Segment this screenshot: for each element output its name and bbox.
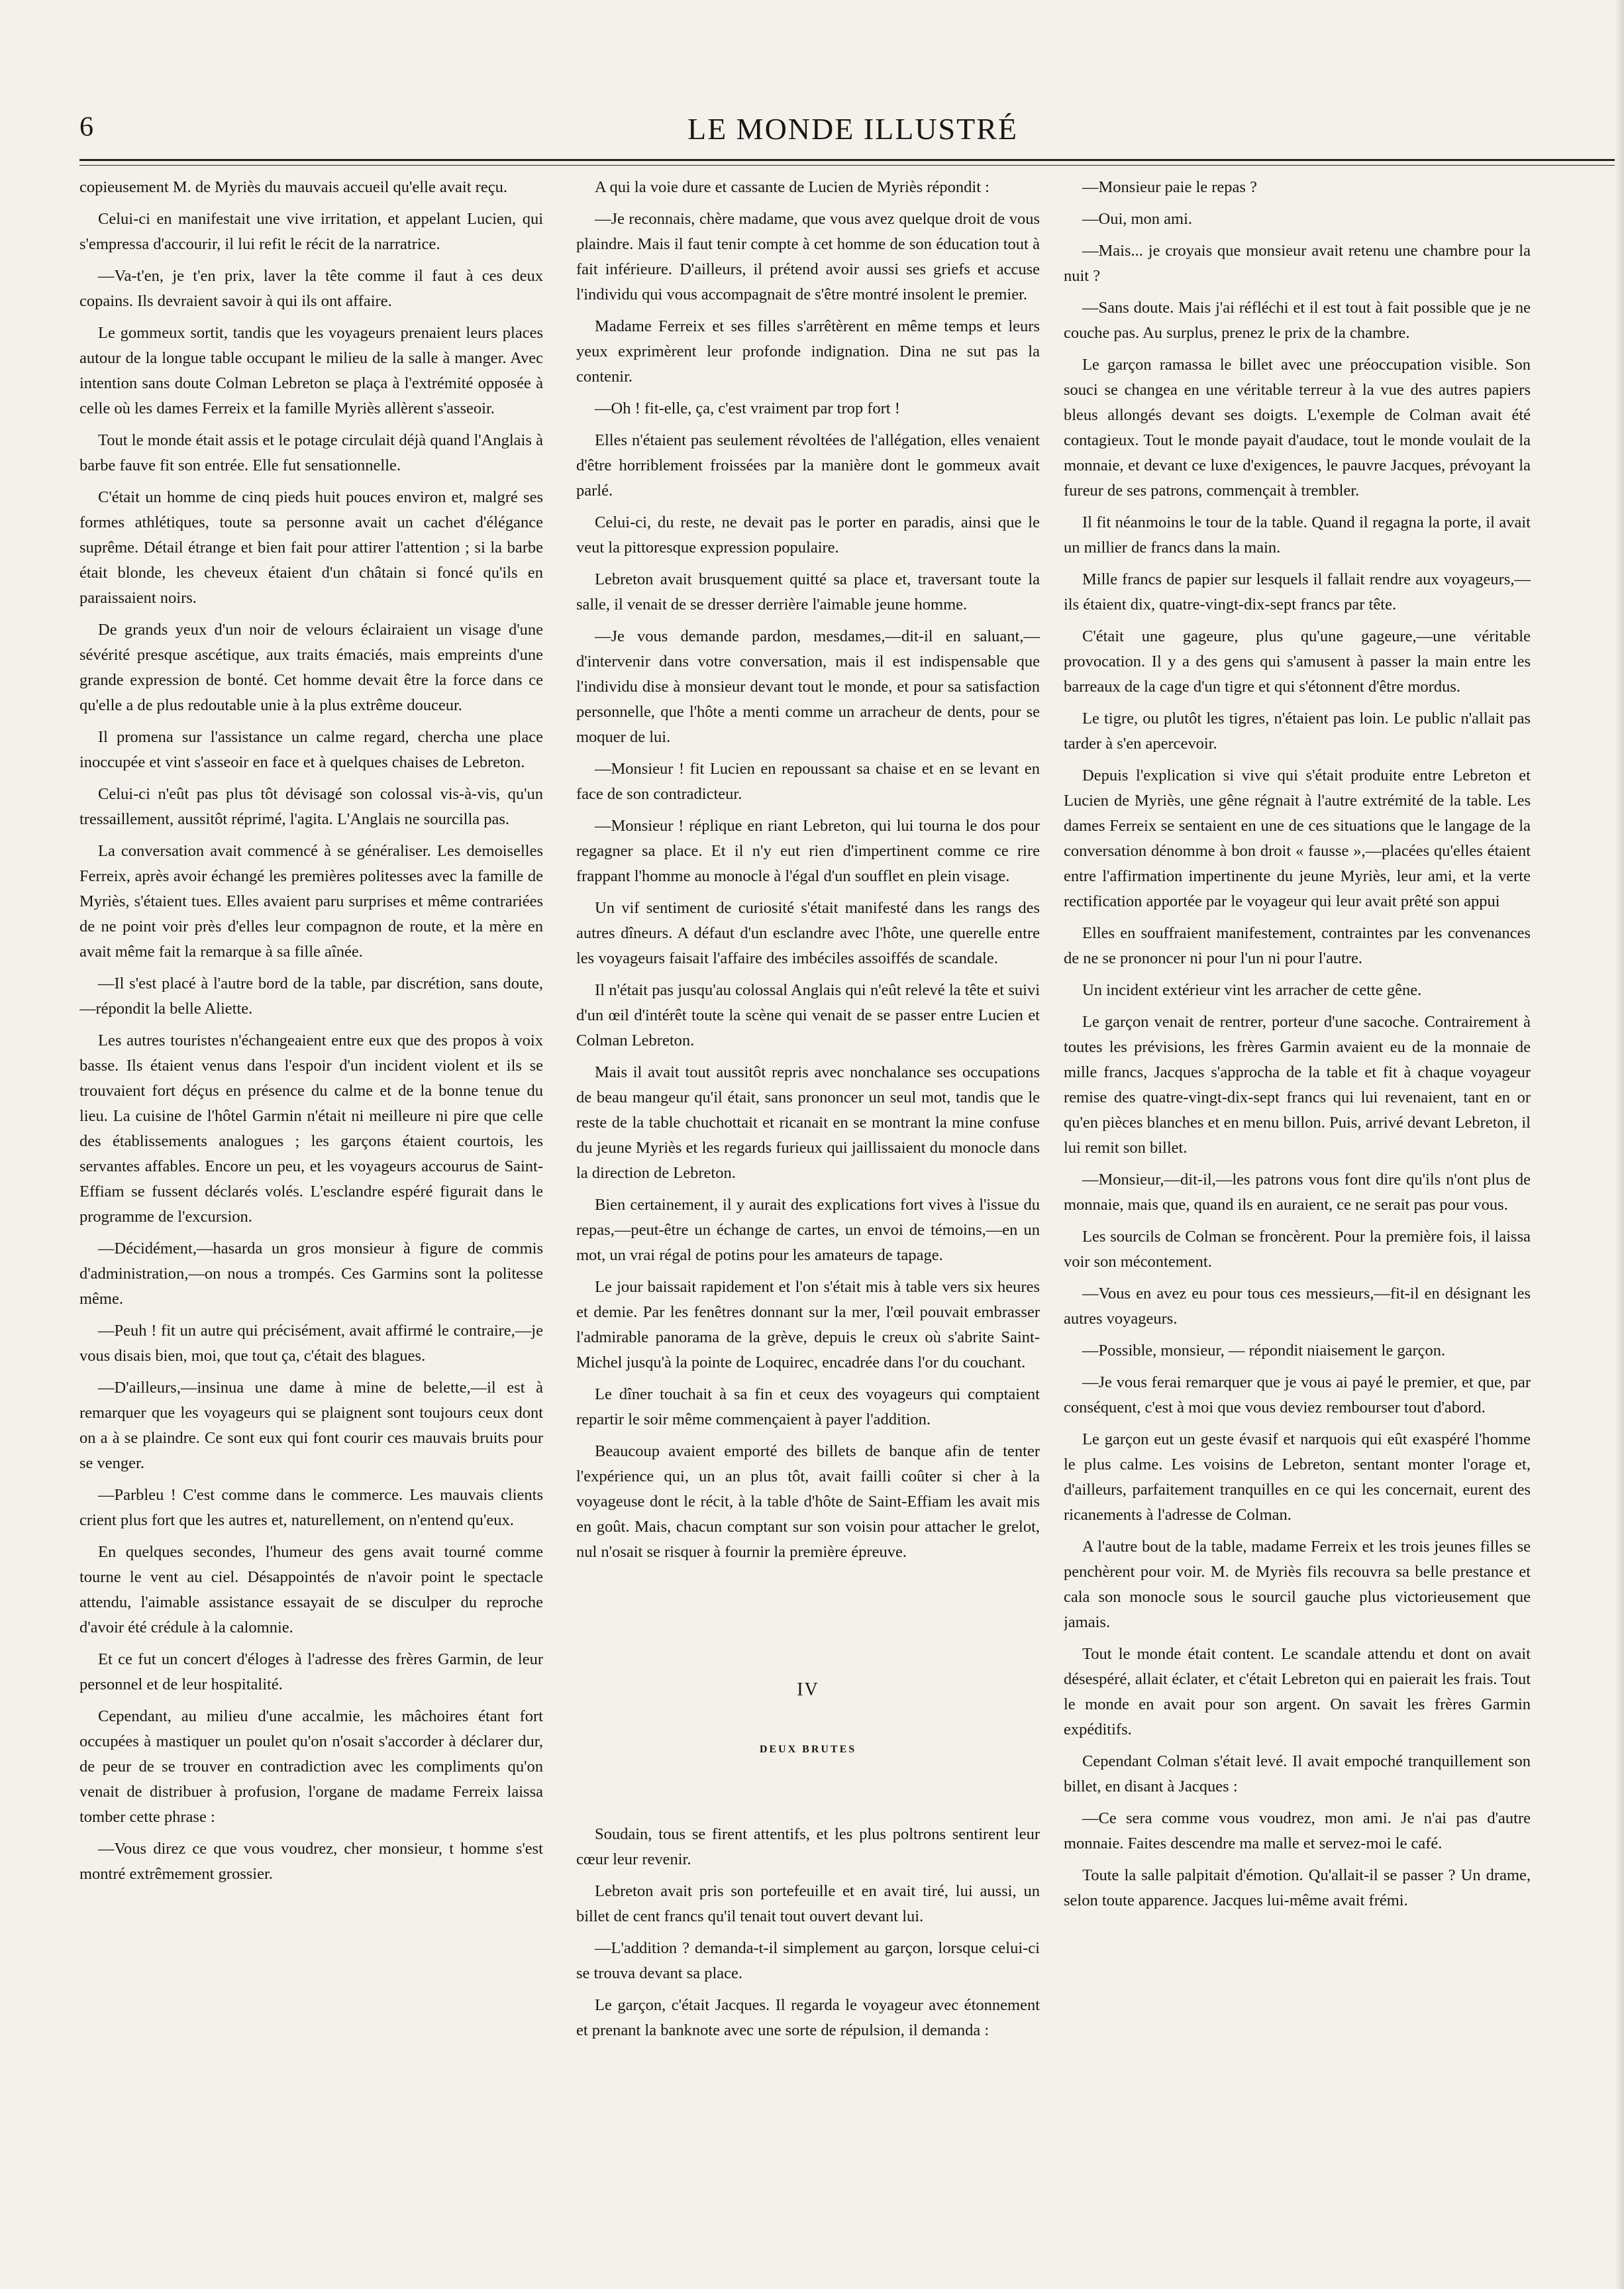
paragraph: —Je reconnais, chère madame, que vous avez quelque droit de vous plaindre. Mais il faut tenir compte à cet homme de son éducation tout à fait inférieure. D'ailleurs, il prétend avoir aussi ses griefs et accuse l'individu qui vous accompagnait de s'être montré insolent le premier.	[576, 210, 1040, 303]
masthead-title: LE MONDE ILLUSTRÉ	[687, 112, 1019, 146]
paragraph: A qui la voie dure et cassante de Lucien de Myriès répondit :	[595, 178, 990, 196]
paragraph: —Vous direz ce que vous voudrez, cher monsieur, t homme s'est montré extrêmement grossier.	[79, 1840, 543, 1883]
paragraph: Les sourcils de Colman se froncèrent. Pour la première fois, il laissa voir son mécontement.	[1064, 1228, 1531, 1271]
column-1	[79, 175, 543, 2262]
paragraph: Bien certainement, il y aurait des explications fort vives à l'issue du repas,—peut-être un échange de cartes, un envoi de témoins,—en un mot, un vrai régal de potins pour les amateurs de tapage.	[576, 1196, 1040, 1264]
paragraph: Le tigre, ou plutôt les tigres, n'étaient pas loin. Le public n'allait pas tarder à s'en apercevoir.	[1064, 710, 1531, 753]
paragraph: Et ce fut un concert d'éloges à l'adresse des frères Garmin, de leur personnel et de leur hospitalité.	[79, 1650, 543, 1693]
paragraph: —Monsieur ! réplique en riant Lebreton, qui lui tourna le dos pour regagner sa place. Et il n'y eut rien d'impertinent comme ce rire frappant l'homme au monocle à l'égal d'un soufflet en plein visage.	[576, 817, 1040, 885]
paragraph: C'était un homme de cinq pieds huit pouces environ et, malgré ses formes athlétiques, toute sa personne avait un cachet d'élégance suprême. Détail étrange et bien fait pour attirer l'attention ; si la barbe était blonde, les cheveux étaient d'un châtain si foncé qu'ils en paraissaient noirs.	[79, 488, 543, 607]
page-number: 6	[79, 112, 93, 142]
paragraph: —Sans doute. Mais j'ai réfléchi et il est tout à fait possible que je ne couche pas. Au surplus, prenez le prix de la chambre.	[1064, 299, 1531, 342]
paragraph: —Vous en avez eu pour tous ces messieurs,—fit-il en désignant les autres voyageurs.	[1064, 1285, 1531, 1328]
paragraph: —Va-t'en, je t'en prix, laver la tête comme il faut à ces deux copains. Ils devraient savoir à qui ils ont affaire.	[79, 267, 543, 310]
paragraph: Un incident extérieur vint les arracher de cette gêne.	[1082, 981, 1422, 999]
page-header	[79, 111, 1624, 162]
column-2-text-top	[576, 175, 1040, 1565]
paragraph: —Oui, mon ami.	[1082, 210, 1193, 228]
paragraph: Toute la salle palpitait d'émotion. Qu'allait-il se passer ? Un drame, selon toute apparence. Jacques lui-même avait frémi.	[1064, 1866, 1531, 1909]
paragraph: Elles en souffraient manifestement, contraintes par les convenances de ne se prononcer ni pour l'un ni pour l'autre.	[1064, 924, 1531, 967]
paragraph: —Mais... je croyais que monsieur avait retenu une chambre pour la nuit ?	[1064, 242, 1531, 285]
paragraph: Celui-ci en manifestait une vive irritation, et appelant Lucien, qui s'empressa d'accourir, il lui refit le récit de la narratrice.	[79, 210, 543, 253]
paragraph: Le gommeux sortit, tandis que les voyageurs prenaient leurs places autour de la longue table occupant le milieu de la salle à manger. Avec intention sans doute Colman Lebreton se plaça à l'extrémité opposée à celle où les dames Ferreix et la famille Myriès allèrent s'asseoir.	[79, 324, 543, 417]
paragraph: Le garçon eut un geste évasif et narquois qui eût exaspéré l'homme le plus calme. Les voisins de Lebreton, sentant monter l'orage et, d'ailleurs, parfaitement tranquilles en ce qui les concernait, eurent des ricanements à l'adresse de Colman.	[1064, 1430, 1531, 1524]
paragraph: —Peuh ! fit un autre qui précisément, avait affirmé le contraire,—je vous disais bien, moi, que tout ça, c'était des blagues.	[79, 1322, 543, 1365]
column-2	[576, 175, 1040, 2262]
chapter-number: IV	[797, 1679, 819, 1700]
paragraph: Tout le monde était content. Le scandale attendu et dont on avait désespéré, allait éclater, et c'était Lebreton qui en paierait les frais. Tout le monde en avait pour son argent. On savait les frères Garmin expéditifs.	[1064, 1645, 1531, 1738]
paragraph: Celui-ci n'eût pas plus tôt dévisagé son colossal vis-à-vis, qu'un tressaillement, aussitôt réprimé, l'agita. L'Anglais ne sourcilla pas.	[79, 785, 543, 828]
paragraph: Celui-ci, du reste, ne devait pas le porter en paradis, ainsi que le veut la pittoresque expression populaire.	[576, 513, 1040, 557]
paragraph: La conversation avait commencé à se généraliser. Les demoiselles Ferreix, après avoir échangé les premières politesses avec la famille de Myriès, s'étaient tues. Elles avaient paru surprises et même contrariées de ne point voir près d'elles leur compagnon de route, et la mère en avait même fait la remarque à sa fille aînée.	[79, 842, 543, 961]
paragraph: Le garçon ramassa le billet avec une préoccupation visible. Son souci se changea en une véritable terreur à la vue des autres papiers bleus allongés devant ses doigts. L'exemple de Colman avait été contagieux. Tout le monde payait d'audace, tout le monde voulait de la monnaie, et devant ce luxe d'exigences, le pauvre Jacques, prévoyant la fureur de ses patrons, commençait à trembler.	[1064, 356, 1531, 500]
paragraph: Beaucoup avaient emporté des billets de banque afin de tenter l'expérience qui, un an plus tôt, avait failli coûter si cher à la voyageuse dont le récit, à la table d'hôte de Saint-Effiam les avait mis en goût. Mais, chacun comptant sur son voisin pour attacher le grelot, nul n'osait se risquer à fournir la première épreuve.	[576, 1442, 1040, 1561]
paragraph: C'était une gageure, plus qu'une gageure,—une véritable provocation. Il y a des gens qui s'amusent à passer la main entre les barreaux de la cage d'un tigre et qui s'étonnent d'être mordus.	[1064, 627, 1531, 696]
paragraph: Le jour baissait rapidement et l'on s'était mis à table vers six heures et demie. Par les fenêtres donnant sur la mer, l'œil pouvait embrasser l'admirable panorama de la grève, depuis le creux où s'abrite Saint-Michel jusqu'à la pointe de Loquirec, encadrée dans l'or du couchant.	[576, 1278, 1040, 1371]
paragraph: Tout le monde était assis et le potage circulait déjà quand l'Anglais à barbe fauve fit son entrée. Elle fut sensationnelle.	[79, 431, 543, 474]
paragraph: Elles n'étaient pas seulement révoltées de l'allégation, elles venaient d'être horriblement froissées par la manière dont le gommeux avait parlé.	[576, 431, 1040, 500]
column-3	[1064, 175, 1531, 2262]
paragraph: —Je vous demande pardon, mesdames,—dit-il en saluant,—d'intervenir dans votre conversation, mais il est indispensable que l'individu dise à monsieur devant tout le monde, et pour sa satisfaction personnelle, que l'hôte a menti comme un arracheur de dents, pour se moquer de lui.	[576, 627, 1040, 746]
paragraph: —D'ailleurs,—insinua une dame à mine de belette,—il est à remarquer que les voyageurs qui se plaignent sont toujours ceux dont on a à se plaindre. Ce sont eux qui font courir ces mauvais bruits pour se venger.	[79, 1379, 543, 1472]
paragraph: Il n'était pas jusqu'au colossal Anglais qui n'eût relevé la tête et suivi d'un œil d'intérêt toute la scène qui venait de se passer entre Lucien et Colman Lebreton.	[576, 981, 1040, 1049]
header-rule-thick	[79, 159, 1624, 161]
paragraph: De grands yeux d'un noir de velours éclairaient un visage d'une sévérité presque ascétique, aux traits émaciés, mais empreints d'une grande expression de bonté. Cet homme devait être la force dans ce qu'elle a de plus redoutable unie à la plus extrême douceur.	[79, 621, 543, 714]
paragraph: Cependant Colman s'était levé. Il avait empoché tranquillement son billet, en disant à Jacques :	[1064, 1752, 1531, 1795]
paragraph: Il fit néanmoins le tour de la table. Quand il regagna la porte, il avait un millier de francs dans la main.	[1064, 513, 1531, 557]
paragraph: Cependant, au milieu d'une accalmie, les mâchoires étant fort occupées à mastiquer un poulet qu'on n'osait s'accorder à déclarer dur, de peur de se trouver en contradiction avec les compliments qu'on venait de distribuer à profusion, l'organe de madame Ferreix laissa tomber cette phrase :	[79, 1707, 543, 1826]
paragraph: Les autres touristes n'échangeaient entre eux que des propos à voix basse. Ils étaient venus dans l'espoir d'un incident violent et ils se trouvaient fort déçus en présence du calme et de la bonne tenue du lieu. La cuisine de l'hôtel Garmin n'était ni meilleure ni pire que celle des établissements analogues ; les garçons étaient courtois, les servantes affables. Encore un peu, et les voyageurs accourus de Saint-Effiam se fussent déclarés volés. L'esclandre espéré figurait dans le programme de l'excursion.	[79, 1032, 543, 1226]
paragraph: Un vif sentiment de curiosité s'était manifesté dans les rangs des autres dîneurs. A défaut d'un esclandre avec l'hôte, une querelle entre les voyageurs faisait l'affaire des imbéciles assoiffés de scandale.	[576, 899, 1040, 967]
paragraph: Lebreton avait pris son portefeuille et en avait tiré, lui aussi, un billet de cent francs qu'il tenait tout ouvert devant lui.	[576, 1882, 1040, 1925]
paragraph: —Je vous ferai remarquer que je vous ai payé le premier, et que, par conséquent, c'est à moi que vous deviez rembourser tout d'abord.	[1064, 1373, 1531, 1416]
paragraph: Depuis l'explication si vive qui s'était produite entre Lebreton et Lucien de Myriès, une gêne régnait à l'autre extrémité de la table. Les dames Ferreix se sentaient en une de ces situations que le langage de la conversation dénomme à bon droit « fausse »,—placées qu'elles étaient entre l'affirmation impertinente du jeune Myriès, leur ami, et la verte rectification apportée par le voyageur qui leur avait prêté son appui	[1064, 767, 1531, 910]
paragraph: —L'addition ? demanda-t-il simplement au garçon, lorsque celui-ci se trouva devant sa place.	[576, 1939, 1040, 1982]
paragraph: —Possible, monsieur, — répondit niaisement le garçon.	[1082, 1342, 1446, 1359]
paragraph: —Il s'est placé à l'autre bord de la table, par discrétion, sans doute,—répondit la belle Aliette.	[79, 975, 543, 1018]
header-rule-thin	[79, 165, 1624, 166]
paragraph: Le garçon venait de rentrer, porteur d'une sacoche. Contrairement à toutes les prévisions, les frères Garmin avaient eu de la monnaie de mille francs, Jacques s'approcha de la table et fit à chaque voyageur remise des quatre-vingt-dix-sept francs qui lui revenaient, tant en or qu'en pièces blanches et en menu billon. Puis, arrivé devant Lebreton, il lui remit son billet.	[1064, 1013, 1531, 1157]
paragraph: Mille francs de papier sur lesquels il fallait rendre aux voyageurs,—ils étaient dix, quatre-vingt-dix-sept francs par tête.	[1064, 570, 1531, 613]
paragraph: En quelques secondes, l'humeur des gens avait tourné comme tourne le vent au ciel. Désappointés de n'avoir point le spectacle attendu, l'aimable assistance essayait de se disculper du reproche d'avoir été crédule à la calomnie.	[79, 1543, 543, 1636]
paragraph: Soudain, tous se firent attentifs, et les plus poltrons sentirent leur cœur leur revenir.	[576, 1825, 1040, 1868]
paragraph: Il promena sur l'assistance un calme regard, chercha une place inoccupée et vint s'asseoir en face et à quelques chaises de Lebreton.	[79, 728, 543, 771]
paragraph: —Monsieur paie le repas ?	[1082, 178, 1257, 196]
paragraph: Lebreton avait brusquement quitté sa place et, traversant toute la salle, il venait de se dresser derrière l'aimable jeune homme.	[576, 570, 1040, 613]
paragraph: —Monsieur ! fit Lucien en repoussant sa chaise et en se levant en face de son contradicteur.	[576, 760, 1040, 803]
paragraph: Le dîner touchait à sa fin et ceux des voyageurs qui comptaient repartir le soir même commençaient à payer l'addition.	[576, 1385, 1040, 1428]
chapter-title: DEUX BRUTES	[759, 1744, 857, 1755]
paragraph: —Oh ! fit-elle, ça, c'est vraiment par trop fort !	[595, 399, 900, 417]
page-edge	[1615, 0, 1624, 2289]
paragraph: —Monsieur,—dit-il,—les patrons vous font dire qu'ils n'ont plus de monnaie, mais que, quand ils en auraient, ce ne serait pas pour vous.	[1064, 1171, 1531, 1214]
paragraph: —Ce sera comme vous voudrez, mon ami. Je n'ai pas d'autre monnaie. Faites descendre ma malle et servez-moi le café.	[1064, 1809, 1531, 1852]
paragraph: —Décidément,—hasarda un gros monsieur à figure de commis d'administration,—on nous a trompés. Ces Garmins sont la politesse même.	[79, 1240, 543, 1308]
paragraph: A l'autre bout de la table, madame Ferreix et les trois jeunes filles se penchèrent pour voir. M. de Myriès fils recouvra sa belle prestance et cala son monocle sous le sourcil gauche plus victorieusement que jamais.	[1064, 1538, 1531, 1631]
column-2-text-bottom	[576, 1822, 1040, 2043]
paragraph: Le garçon, c'était Jacques. Il regarda le voyageur avec étonnement et prenant la banknote avec une sorte de répulsion, il demanda :	[576, 1996, 1040, 2039]
paragraph: Madame Ferreix et ses filles s'arrêtèrent en même temps et leurs yeux exprimèrent leur profonde indignation. Dina ne sut pas la contenir.	[576, 317, 1040, 386]
paragraph: —Parbleu ! C'est comme dans le commerce. Les mauvais clients crient plus fort que les autres et, naturellement, on n'entend qu'eux.	[79, 1486, 543, 1529]
paragraph: copieusement M. de Myriès du mauvais accueil qu'elle avait reçu.	[79, 178, 507, 196]
paragraph: Mais il avait tout aussitôt repris avec nonchalance ses occupations de beau mangeur qu'il était, sans prononcer un seul mot, tandis que le reste de la table chuchottait et ricanait en se montrant la mine confuse du jeune Myriès et les regards furieux qui jaillissaient du monocle dans la direction de Lebreton.	[576, 1063, 1040, 1182]
